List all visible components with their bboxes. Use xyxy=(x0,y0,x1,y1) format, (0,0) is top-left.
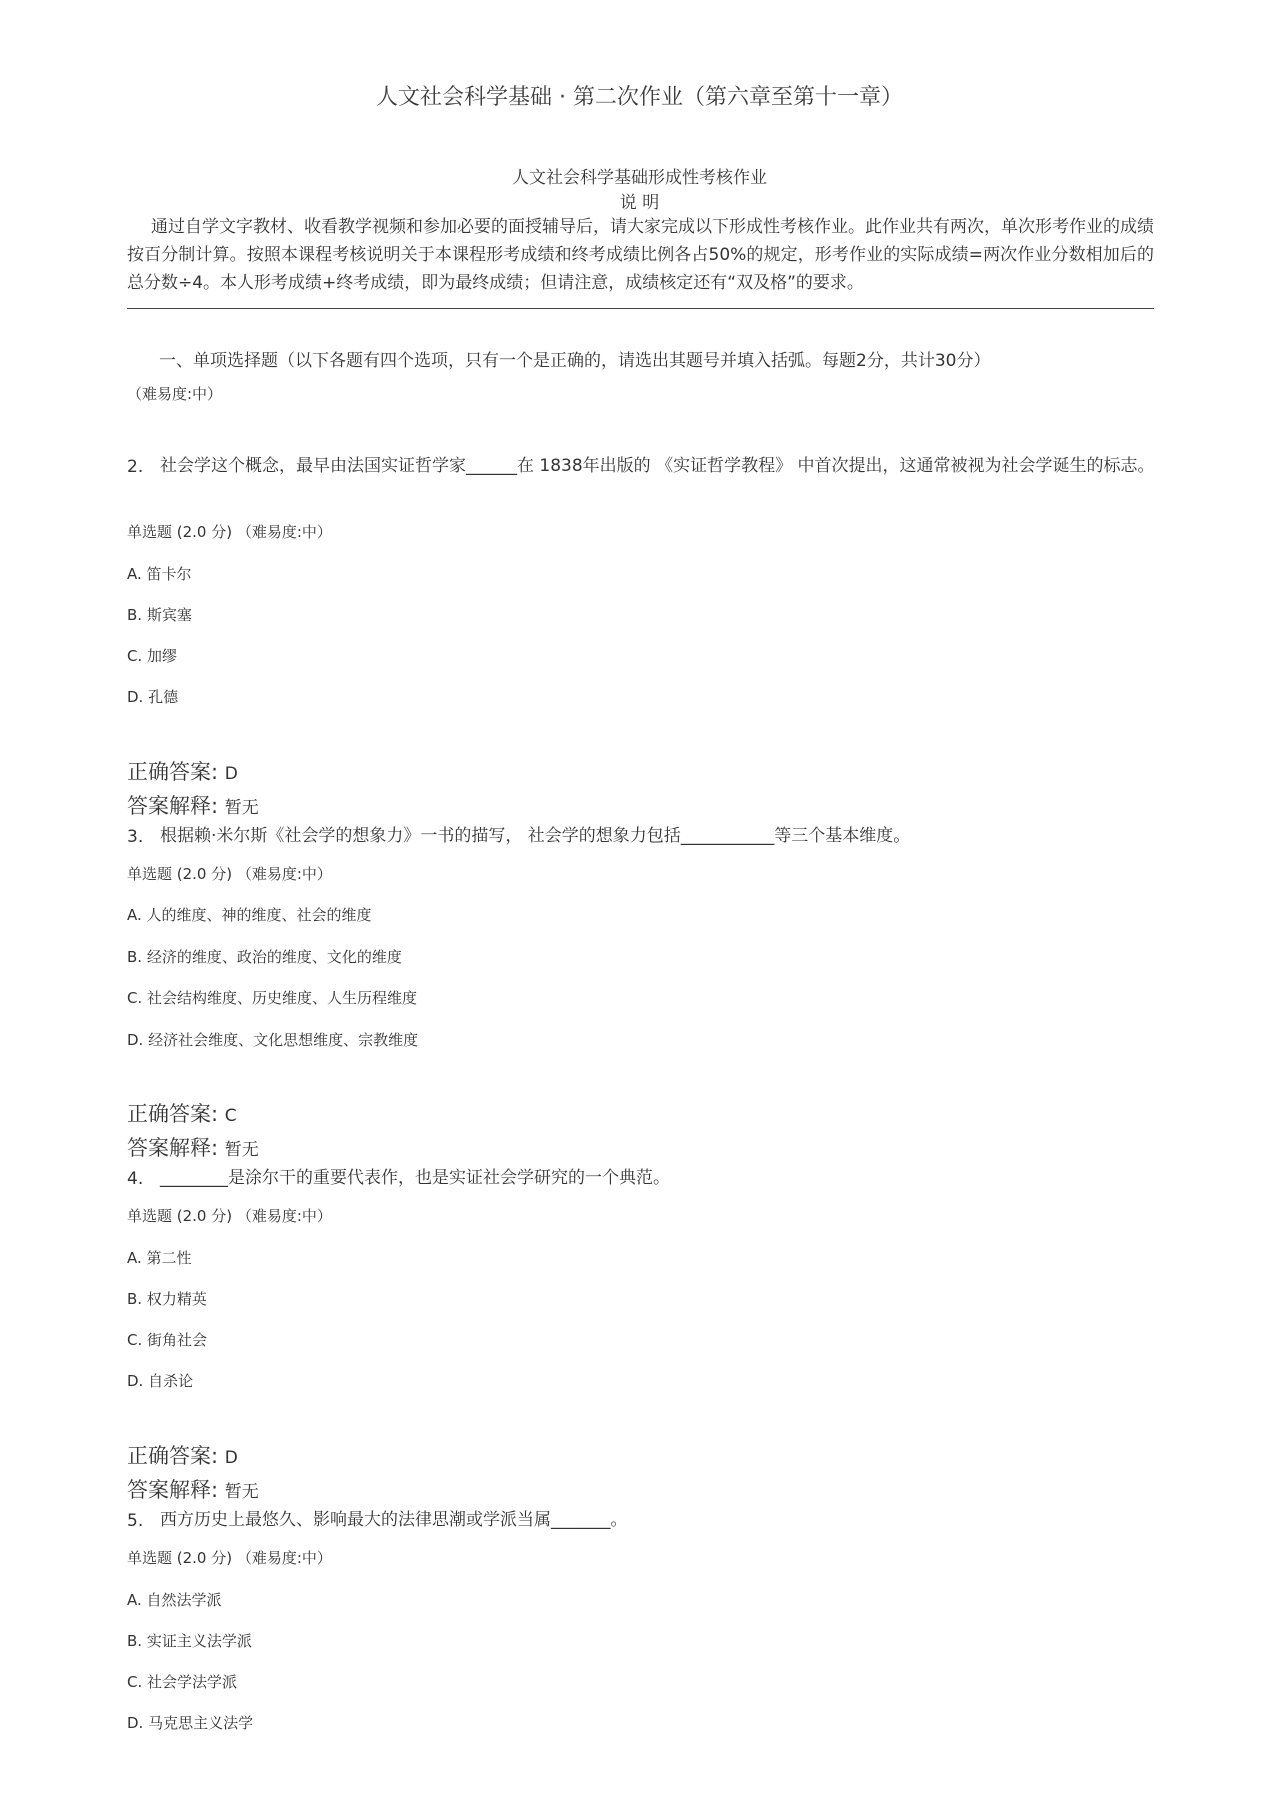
option-a[interactable]: A. 自然法学派 xyxy=(127,1591,222,1609)
option-b[interactable]: B. 经济的维度、政治的维度、文化的维度 xyxy=(127,948,402,966)
option-d[interactable]: D. 马克思主义法学 xyxy=(127,1714,254,1732)
option-c[interactable]: C. 社会结构维度、历史维度、人生历程维度 xyxy=(127,989,418,1007)
question-number: 2. xyxy=(127,457,144,477)
document-title: 人文社会科学基础 · 第二次作业（第六章至第十一章） xyxy=(376,85,903,110)
explanation-value: 暂无 xyxy=(224,1482,259,1502)
question-meta: 单选题 (2.0 分) （难易度:中） xyxy=(127,523,332,541)
question-meta: 单选题 (2.0 分) （难易度:中） xyxy=(127,1207,332,1225)
correct-answer xyxy=(127,1098,237,1128)
explanation-value: 暂无 xyxy=(224,1140,259,1160)
answer-explanation xyxy=(127,790,259,820)
answer-value: D xyxy=(224,1448,238,1468)
instructions-heading: 说 明 xyxy=(619,193,660,213)
option-a[interactable]: A. 第二性 xyxy=(127,1249,192,1267)
option-a[interactable]: A. 笛卡尔 xyxy=(127,565,192,583)
instructions-text: 通过自学文字教材、收看教学视频和参加必要的面授辅导后，请大家完成以下形成性考核作业。此作业共有两次，单次形考作业的成绩按百分制计算。按照本课程考核说明关于本课程形考成绩和终考成绩比例各占50%的规定，形考作业的实际成绩=两次作业分数相加后的总分数÷4。本人形考成绩+终考成绩，即为最终成绩；但请注意，成绩核定还有“双及格”的要求。 xyxy=(127,217,1154,293)
question-number: 4. xyxy=(127,1169,144,1189)
option-d[interactable]: D. 孔德 xyxy=(127,688,179,706)
question-text: 根据赖·米尔斯《社会学的想象力》一书的描写， 社会学的想象力包括___________等三个基本维度。 xyxy=(160,826,911,846)
option-c[interactable]: C. 社会学法学派 xyxy=(127,1673,238,1691)
option-a[interactable]: A. 人的维度、神的维度、社会的维度 xyxy=(127,906,372,924)
option-b[interactable]: B. 实证主义法学派 xyxy=(127,1632,252,1650)
answer-explanation xyxy=(127,1474,259,1504)
option-d[interactable]: D. 经济社会维度、文化思想维度、宗教维度 xyxy=(127,1031,419,1049)
section-heading: 一、单项选择题（以下各题有四个选项，只有一个是正确的，请选出其题号并填入括弧。每题2分，共计30分） xyxy=(159,351,991,371)
explanation-label: 答案解释: xyxy=(127,794,219,818)
explanation-label: 答案解释: xyxy=(127,1478,219,1502)
question-text: 社会学这个概念，最早由法国实证哲学家______在 1838年出版的 《实证哲学教程》 中首次提出，这通常被视为社会学诞生的标志。 xyxy=(160,456,1155,476)
answer-value: D xyxy=(224,764,238,784)
option-b[interactable]: B. 斯宾塞 xyxy=(127,606,192,624)
question-meta: 单选题 (2.0 分) （难易度:中） xyxy=(127,1549,332,1567)
question-meta: 单选题 (2.0 分) （难易度:中） xyxy=(127,865,332,883)
option-c[interactable]: C. 街角社会 xyxy=(127,1331,208,1349)
assignment-subtitle: 人文社会科学基础形成性考核作业 xyxy=(512,168,767,188)
answer-label: 正确答案: xyxy=(127,760,219,784)
answer-explanation xyxy=(127,1132,259,1162)
answer-value: C xyxy=(224,1106,237,1126)
question-number: 3. xyxy=(127,827,144,847)
question-number: 5. xyxy=(127,1511,144,1531)
question-text: ________是涂尔干的重要代表作，也是实证社会学研究的一个典范。 xyxy=(160,1168,670,1188)
correct-answer xyxy=(127,1440,238,1470)
question-text: 西方历史上最悠久、影响最大的法律思潮或学派当属_______。 xyxy=(160,1510,628,1530)
section-difficulty: （难易度:中） xyxy=(127,385,223,403)
correct-answer xyxy=(127,756,238,786)
option-b[interactable]: B. 权力精英 xyxy=(127,1290,207,1308)
divider xyxy=(127,308,1154,309)
option-d[interactable]: D. 自杀论 xyxy=(127,1372,194,1390)
answer-label: 正确答案: xyxy=(127,1102,219,1126)
answer-label: 正确答案: xyxy=(127,1444,219,1468)
option-c[interactable]: C. 加缪 xyxy=(127,647,178,665)
explanation-value: 暂无 xyxy=(224,798,259,818)
explanation-label: 答案解释: xyxy=(127,1136,219,1160)
